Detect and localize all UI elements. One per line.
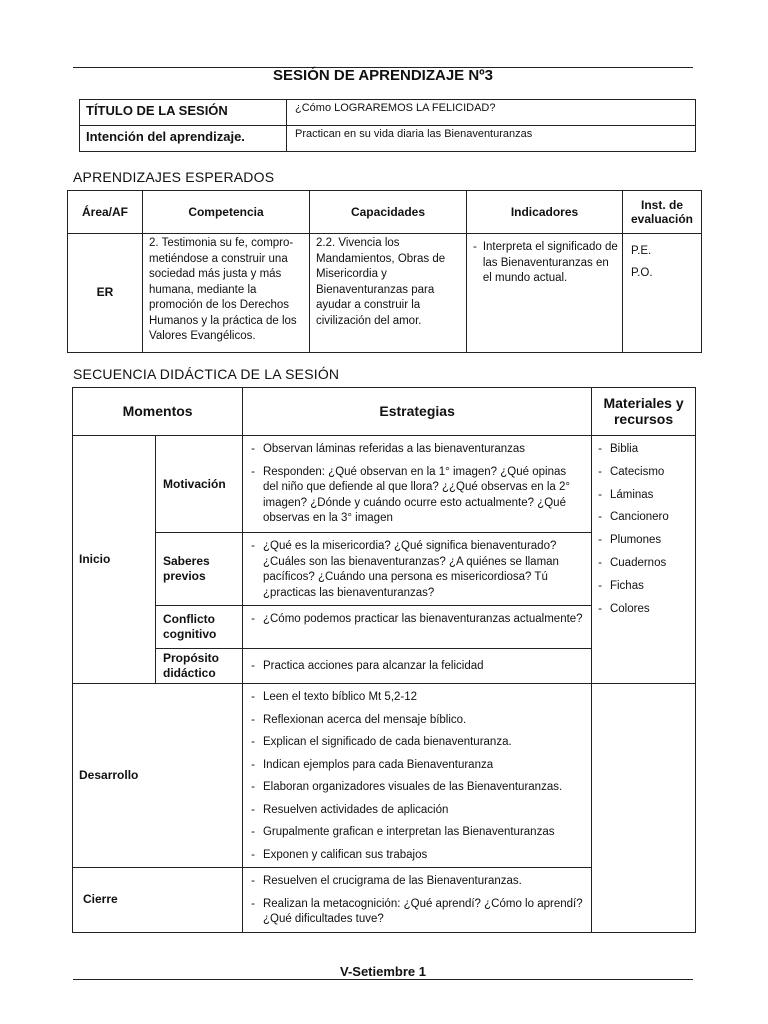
list-item: - Láminas	[598, 488, 654, 501]
strategies-proposito	[243, 649, 592, 684]
header-area: Área/AF	[68, 191, 143, 234]
strategies-cierre	[243, 868, 592, 933]
instrument-item: P.E.	[631, 245, 652, 257]
moment-inicio: Inicio	[73, 436, 156, 684]
list-item: - ¿Qué es la misericordia? ¿Qué significa bienaventurado? ¿Cuáles son las bienaventuranzas? ¿A quiénes se llaman pacíficos? ¿Cuándo una persona es misericordiosa? Tú ¿practicas las bienaventuranzas?	[251, 540, 559, 599]
list-item: - Colores	[598, 602, 650, 615]
title-value: ¿Cómo LOGRAREMOS LA FELICIDAD?	[287, 100, 696, 126]
materiales-cell	[592, 436, 696, 684]
list-item: - ¿Cómo podemos practicar las bienaventuranzas actualmente?	[251, 613, 583, 625]
intention-value: Practican en su vida diaria las Bienaventuranzas	[287, 126, 696, 152]
sub-motivacion: Motivación	[156, 436, 243, 533]
list-item: - Grupalmente grafican e interpretan las Bienaventuranzas	[251, 826, 555, 838]
area-cell: ER	[68, 234, 143, 353]
list-item: - Realizan la metacognición: ¿Qué aprendí? ¿Cómo lo aprendí? ¿Qué dificultades tuve?	[251, 897, 583, 925]
list-item: - Explican el significado de cada bienaventuranza.	[251, 736, 512, 748]
list-item: - Biblia	[598, 443, 639, 455]
header-estrategias: Estrategias	[243, 388, 592, 436]
materiales-empty-cell	[592, 684, 696, 933]
sub-conflicto: Conflicto cognitivo	[156, 606, 243, 649]
list-item: - Resuelven el crucigrama de las Bienaventuranzas.	[251, 875, 522, 887]
list-item: - Catecismo	[598, 465, 665, 478]
list-item: - Cuadernos	[598, 556, 667, 569]
row-desarrollo	[73, 684, 696, 868]
header-indicadores: Indicadores	[467, 191, 623, 234]
indicadores-cell	[467, 234, 623, 353]
page-footer: V-Setiembre 1	[340, 964, 426, 979]
list-item: - Interpreta el significado de las Bienaventuranzas en el mundo actual.	[473, 241, 618, 284]
intention-label: Intención del aprendizaje.	[80, 126, 287, 152]
instrumentos-cell	[623, 234, 702, 353]
intention-row	[80, 126, 696, 152]
aprendizajes-row	[68, 234, 702, 353]
bottom-rule	[73, 979, 693, 980]
secuencia-header-row	[73, 388, 696, 436]
header-capacidades: Capacidades	[310, 191, 467, 234]
strategies-conflicto	[243, 606, 592, 649]
header-momentos: Momentos	[73, 388, 243, 436]
list-item: - Practica acciones para alcanzar la felicidad	[251, 660, 484, 673]
list-item: - Exponen y califican sus trabajos	[251, 848, 428, 861]
moment-cierre: Cierre	[73, 868, 243, 933]
list-item: - Plumones	[598, 534, 662, 547]
list-item: - Resuelven actividades de aplicación	[251, 803, 449, 816]
strategies-motivacion	[243, 436, 592, 533]
list-item: - Elaboran organizadores visuales de las Bienaventuranzas.	[251, 781, 563, 793]
list-item: - Responden: ¿Qué observan en la 1° imagen? ¿Qué opinas del niño que defiende al que llora? ¿¿Qué observas en la 2° imagen? ¿Dónde y cuándo ocurre esto actualmente? ¿Qué observas en la 3° imagen	[251, 465, 570, 524]
capacidades-cell: 2.2. Vivencia los Mandamientos, Obras de Misericordia y Bienaventuranzas para ayudar a construir la civilización del amor.	[310, 234, 467, 353]
moment-desarrollo: Desarrollo	[73, 684, 243, 868]
list-item: - Observan láminas referidas a las bienaventuranzas	[251, 443, 526, 455]
title-row	[80, 100, 696, 126]
list-item: - Indican ejemplos para cada Bienaventuranza	[251, 758, 494, 771]
list-item: - Cancionero	[598, 511, 669, 524]
strategies-desarrollo	[243, 684, 592, 868]
header-competencia: Competencia	[143, 191, 310, 234]
aprendizajes-heading: APRENDIZAJES ESPERADOS	[73, 169, 275, 185]
competencia-cell: 2. Testimonia su fe, compro-metiéndose a construir una sociedad más justa y más humana, mediante la promoción de los Derechos Humanos y la práctica de los Valores Evangélicos.	[143, 234, 310, 353]
instrument-item: P.O.	[631, 267, 653, 279]
secuencia-heading: SECUENCIA DIDÁCTICA DE LA SESIÓN	[73, 366, 340, 382]
aprendizajes-header-row	[68, 191, 702, 234]
secuencia-table	[72, 387, 696, 933]
list-item: - Reflexionan acerca del mensaje bíblico.	[251, 713, 467, 726]
sub-saberes: Saberes previos	[156, 533, 243, 606]
title-label: TÍTULO DE LA SESIÓN	[80, 100, 287, 126]
header-instrumentos: Inst. de evaluación	[623, 191, 702, 234]
row-motivacion	[73, 436, 696, 533]
list-item: - Fichas	[598, 579, 644, 592]
aprendizajes-table	[67, 190, 702, 353]
header-materiales: Materiales y recursos	[592, 388, 696, 436]
strategies-saberes	[243, 533, 592, 606]
session-title-table	[79, 99, 696, 152]
list-item: - Leen el texto bíblico Mt 5,2-12	[251, 691, 418, 703]
sub-proposito: Propósito didáctico	[156, 649, 243, 684]
page-title: SESIÓN DE APRENDIZAJE Nº3	[273, 67, 493, 84]
